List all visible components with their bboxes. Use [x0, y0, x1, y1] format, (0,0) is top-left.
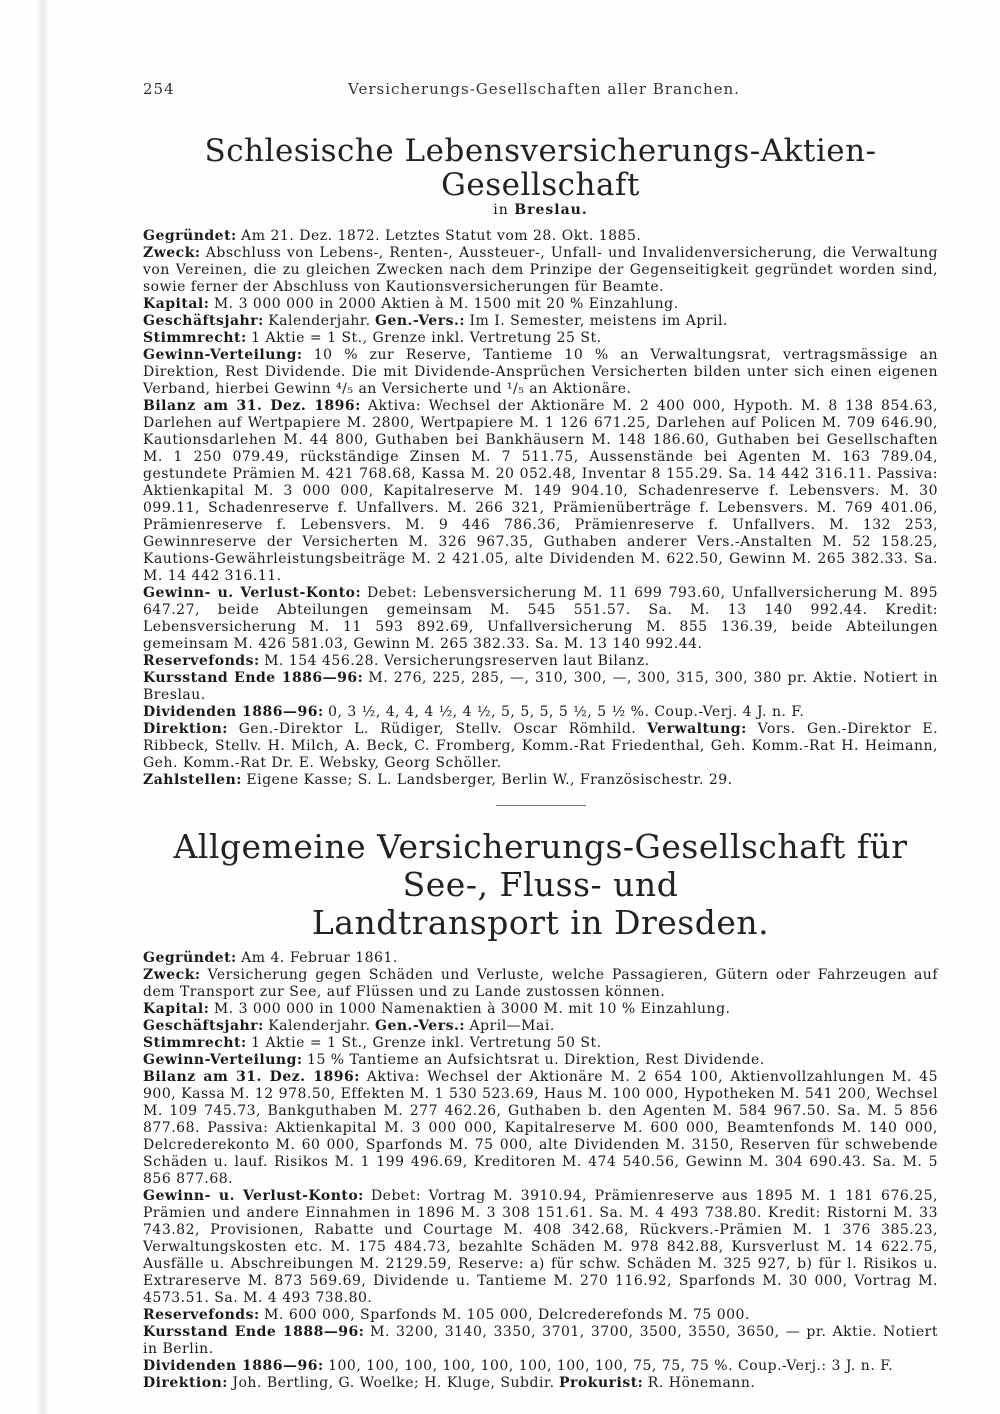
- entry-zweck: [143, 245, 938, 296]
- entry-text: 10 % zur Reserve, Tantieme 10 % an Verwaltungsrat, vertragsmässige an Direktion, Rest Dividende. Die mit Dividende-Ansprüchen Versicherten bilden unter sich einen eigenen Verband, hierbei Gewinn ⁴/₅ an Versicherte und ¹/₅ an Aktionäre.: [143, 347, 938, 397]
- entry-term: Gewinn- u. Verlust-Konto:: [143, 1188, 364, 1204]
- entry-dividenden: [143, 1358, 938, 1375]
- entry-text: Aktiva: Wechsel der Aktionäre M. 2 654 100, Aktienvollzahlungen M. 45 900, Kassa M. 12 978.50, Effekten M. 1 530 523.69, Haus M. 100 000, Hypotheken M. 541 200, Wechsel M. 109 745.73, Bankguthaben M. 277 462.26, Guthaben b. den Agenten M. 584 967.50. Sa. M. 5 856 877.68. Passiva: Aktienkapital M. 3 000 000, Kapitalreserve M. 600 000, Beamtenfonds M. 140 000, Delcrederekonto M. 60 000, Sparfonds M. 75 000, alte Dividenden M. 3150, Reserven für schwebende Schäden u. lauf. Risikos M. 1 199 496.69, Kreditoren M. 474 540.56, Gewinn M. 304 690.43. Sa. M. 5 856 877.68.: [143, 1069, 938, 1187]
- company-title-line1: Allgemeine Versicherungs-Gesellschaft für See-, Fluss- und: [173, 827, 908, 904]
- entry-term: Zahlstellen:: [143, 772, 242, 788]
- entry-term: Gewinn- u. Verlust-Konto:: [143, 585, 362, 601]
- entry-term: Kursstand Ende 1886—96:: [143, 670, 364, 686]
- entry-text: Abschluss von Lebens-, Renten-, Aussteuer-, Unfall- und Invalidenversicherung, die Verwaltung von Vereinen, die zu gleichen Zwecken nach dem Prinzipe der Gegenseitigkeit gegründet worden sind, sowie ferner der Abschluss von Kautionsversicherungen für Beamte.: [143, 245, 938, 295]
- entry-text: 1 Aktie = 1 St., Grenze inkl. Vertretung 25 St.: [251, 330, 602, 346]
- entry-kursstand: [143, 1324, 938, 1358]
- entry-text: Joh. Bertling, G. Woelke; H. Kluge, Subdir.: [232, 1375, 555, 1391]
- entry-kapital: [143, 296, 938, 313]
- running-head: [143, 80, 938, 98]
- entry-term: Dividenden 1886—96:: [143, 704, 324, 720]
- company-section-schlesische: [143, 134, 938, 789]
- entry-term: Geschäftsjahr:: [143, 1018, 264, 1034]
- entry-term: Geschäftsjahr:: [143, 313, 264, 329]
- entry-text: Eigene Kasse; S. L. Landsberger, Berlin W., Französischestr. 29.: [246, 772, 733, 788]
- company-title: Schlesische Lebensversicherungs-Aktien-Gesellschaft: [204, 133, 877, 203]
- entry-text: 0, 3 ½, 4, 4, 4 ½, 4 ½, 5, 5, 5, 5 ½, 5 ½ %. Coup.-Verj. 4 J. n. F.: [328, 704, 805, 720]
- entry-text-2: April—Mai.: [469, 1018, 555, 1034]
- entry-text: Aktiva: Wechsel der Aktionäre M. 2 400 000, Hypoth. M. 8 138 854.63, Darlehen auf Wertpapiere M. 2800, Wertpapiere M. 1 126 671.25, Darlehen auf Policen M. 709 646.90, Kautionsdarlehen M. 44 800, Guthaben bei Bankhäusern M. 148 186.60, Guthaben bei Gesellschaften M. 1 250 079.49, rückständige Zinsen M. 7 511.75, Aussenstände bei Agenten M. 163 789.04, gestundete Prämien M. 421 768.68, Kassa M. 20 052.48, Inventar 8 155.29. Sa. 14 442 316.11. Passiva: Aktienkapital M. 3 000 000, Kapitalreserve M. 149 904.10, Schadenreserve f. Lebensvers. M. 30 099.11, Schadenreserve f. Unfallvers. M. 266 321, Prämienüberträge f. Lebensvers. M. 769 401.06, Prämienreserve f. Lebensvers. M. 9 446 786.36, Prämienreserve f. Unfallvers. M. 132 253, Gewinnreserve der Versicherten M. 326 967.35, Guthaben anderer Vers.-Anstalten M. 52 158.25, Kautions-Gewährleistungsbeiträge M. 2 421.05, alte Dividenden M. 622.50, Gewinn M. 265 382.33. Sa. M. 14 442 316.11.: [143, 398, 938, 584]
- entry-term: Gegründet:: [143, 950, 237, 966]
- entry-term: Kapital:: [143, 296, 210, 312]
- entry-text: 100, 100, 100, 100, 100, 100, 100, 100, 75, 75, 75 %. Coup.-Verj.: 3 J. n. F.: [328, 1358, 894, 1374]
- entry-text: M. 600 000, Sparfonds M. 105 000, Delcrederefonds M. 75 000.: [264, 1307, 750, 1323]
- entry-gewinn-verlust: [143, 1188, 938, 1307]
- entry-stimmrecht: [143, 1035, 938, 1052]
- entry-term: Direktion:: [143, 1375, 228, 1391]
- entry-term-2: Verwaltung:: [647, 721, 747, 737]
- entry-text: M. 3 000 000 in 2000 Aktien à M. 1500 mit 20 % Einzahlung.: [213, 296, 679, 312]
- entry-reservefonds: [143, 653, 938, 670]
- entry-text: Debet: Lebensversicherung M. 11 699 793.60, Unfallversicherung M. 895 647.27, beide Abteilungen gemeinsam M. 545 551.57. Sa. M. 13 140 992.44. Kredit: Lebensversicherung M. 11 593 892.69, Unfallversicherung M. 855 136.39, beide Abteilungen gemeinsam M. 426 581.03, Gewinn M. 265 382.33. Sa. M. 13 140 992.44.: [143, 585, 938, 652]
- entry-kursstand: [143, 670, 938, 704]
- entry-text-2: Vors. Gen.-Direktor E. Ribbeck, Stellv. H. Milch, A. Beck, C. Fromberg, Komm.-Rat Friedenthal, Geh. Komm.-Rat H. Heimann, Geh. Komm.-Rat Dr. E. Websky, Georg Schöller.: [143, 721, 939, 771]
- location-city: Breslau.: [514, 202, 588, 218]
- entry-term: Gewinn-Verteilung:: [143, 1052, 303, 1068]
- company-title-line2: Landtransport in Dresden.: [311, 903, 770, 942]
- entry-term: Bilanz am 31. Dez. 1896:: [143, 1069, 360, 1085]
- entry-text: Versicherung gegen Schäden und Verluste, welche Passagieren, Gütern oder Fahrzeugen auf dem Transport zur See, auf Flüssen und zu Lande zustossen können.: [143, 967, 938, 1000]
- entry-bilanz: [143, 1069, 938, 1188]
- entry-text: M. 276, 225, 285, —, 310, 300, —, 300, 315, 300, 380 pr. Aktie. Notiert in Breslau.: [143, 670, 939, 703]
- entry-text: M. 3 000 000 in 1000 Namenaktien à 3000 M. mit 10 % Einzahlung.: [213, 1001, 731, 1017]
- company-title: [143, 828, 938, 942]
- location-prefix: in: [493, 202, 509, 218]
- entry-text: M. 3200, 3140, 3350, 3701, 3700, 3500, 3550, 3650, — pr. Aktie. Notiert in Berlin.: [143, 1324, 939, 1357]
- section-divider: [496, 805, 586, 806]
- entry-text: M. 154 456.28. Versicherungsreserven laut Bilanz.: [264, 653, 650, 669]
- entry-term: Gewinn-Verteilung:: [143, 347, 303, 363]
- entry-geschaeftsjahr: [143, 313, 938, 330]
- entry-gewinn-verlust: [143, 585, 938, 653]
- entry-term: Zweck:: [143, 245, 201, 261]
- company-section-dresden: [143, 828, 938, 1392]
- entry-gewinn-verteilung: [143, 1052, 938, 1069]
- entry-reservefonds: [143, 1307, 938, 1324]
- entry-text: 15 % Tantieme an Aufsichtsrat u. Direktion, Rest Dividende.: [307, 1052, 765, 1068]
- entry-text: Kalenderjahr.: [268, 313, 371, 329]
- entry-term: Gegründet:: [143, 228, 237, 244]
- entry-text: Kalenderjahr.: [268, 1018, 371, 1034]
- entry-text-2: Im I. Semester, meistens im April.: [469, 313, 728, 329]
- entry-stimmrecht: [143, 330, 938, 347]
- entry-term-2: Gen.-Vers.:: [375, 313, 465, 329]
- entry-term: Reservefonds:: [143, 1307, 260, 1323]
- entry-text: Gen.-Direktor L. Rüdiger, Stellv. Oscar Römhild.: [238, 721, 637, 737]
- entry-zahlstellen: [143, 772, 938, 789]
- entry-term: Kursstand Ende 1888—96:: [143, 1324, 365, 1340]
- entry-term: Kapital:: [143, 1001, 210, 1017]
- entry-direktion: [143, 1375, 938, 1392]
- company-location: [143, 202, 938, 218]
- page-number: 254: [143, 80, 175, 98]
- entry-term-2: Gen.-Vers.:: [375, 1018, 465, 1034]
- entry-term: Bilanz am 31. Dez. 1896:: [143, 398, 361, 414]
- entry-gegruendet: [143, 950, 938, 967]
- entry-term: Reservefonds:: [143, 653, 260, 669]
- entry-term-2: Prokurist:: [559, 1375, 644, 1391]
- entry-term: Dividenden 1886—96:: [143, 1358, 324, 1374]
- entry-term: Zweck:: [143, 967, 201, 983]
- entry-geschaeftsjahr: [143, 1018, 938, 1035]
- entry-dividenden: [143, 704, 938, 721]
- entry-text: 1 Aktie = 1 St., Grenze inkl. Vertretung 50 St.: [251, 1035, 602, 1051]
- entry-direktion: [143, 721, 938, 772]
- entry-text-2: R. Hönemann.: [647, 1375, 756, 1391]
- entry-gewinn-verteilung: [143, 347, 938, 398]
- entry-term: Stimmrecht:: [143, 1035, 247, 1051]
- entry-kapital: [143, 1001, 938, 1018]
- entry-zweck: [143, 967, 938, 1001]
- running-title: Versicherungs-Gesellschaften aller Branchen.: [348, 80, 740, 98]
- entry-bilanz: [143, 398, 938, 585]
- entry-gegruendet: [143, 228, 938, 245]
- entry-text: Debet: Vortrag M. 3910.94, Prämienreserve aus 1895 M. 1 181 676.25, Prämien und andere Einnahmen in 1896 M. 3 308 151.61. Sa. M. 4 493 738.80. Kredit: Ristorni M. 33 743.82, Provisionen, Rabatte und Courtage M. 408 342.68, Rückvers.-Prämien M. 1 376 385.23, Verwaltungskosten etc. M. 175 484.73, bezahlte Schäden M. 978 842.88, Kursverlust M. 14 622.75, Ausfälle u. Abschreibungen M. 2129.59, Reserve: a) für schw. Schäden M. 325 927, b) für l. Risikos u. Extrareserve M. 873 569.69, Dividende u. Tantieme M. 270 116.92, Sparfonds M. 30 000, Vortrag M. 4573.51. Sa. M. 4 493 738.80.: [143, 1188, 938, 1306]
- entry-text: Am 4. Februar 1861.: [241, 950, 398, 966]
- entry-term: Direktion:: [143, 721, 228, 737]
- entry-text: Am 21. Dez. 1872. Letztes Statut vom 28. Okt. 1885.: [241, 228, 642, 244]
- entry-term: Stimmrecht:: [143, 330, 247, 346]
